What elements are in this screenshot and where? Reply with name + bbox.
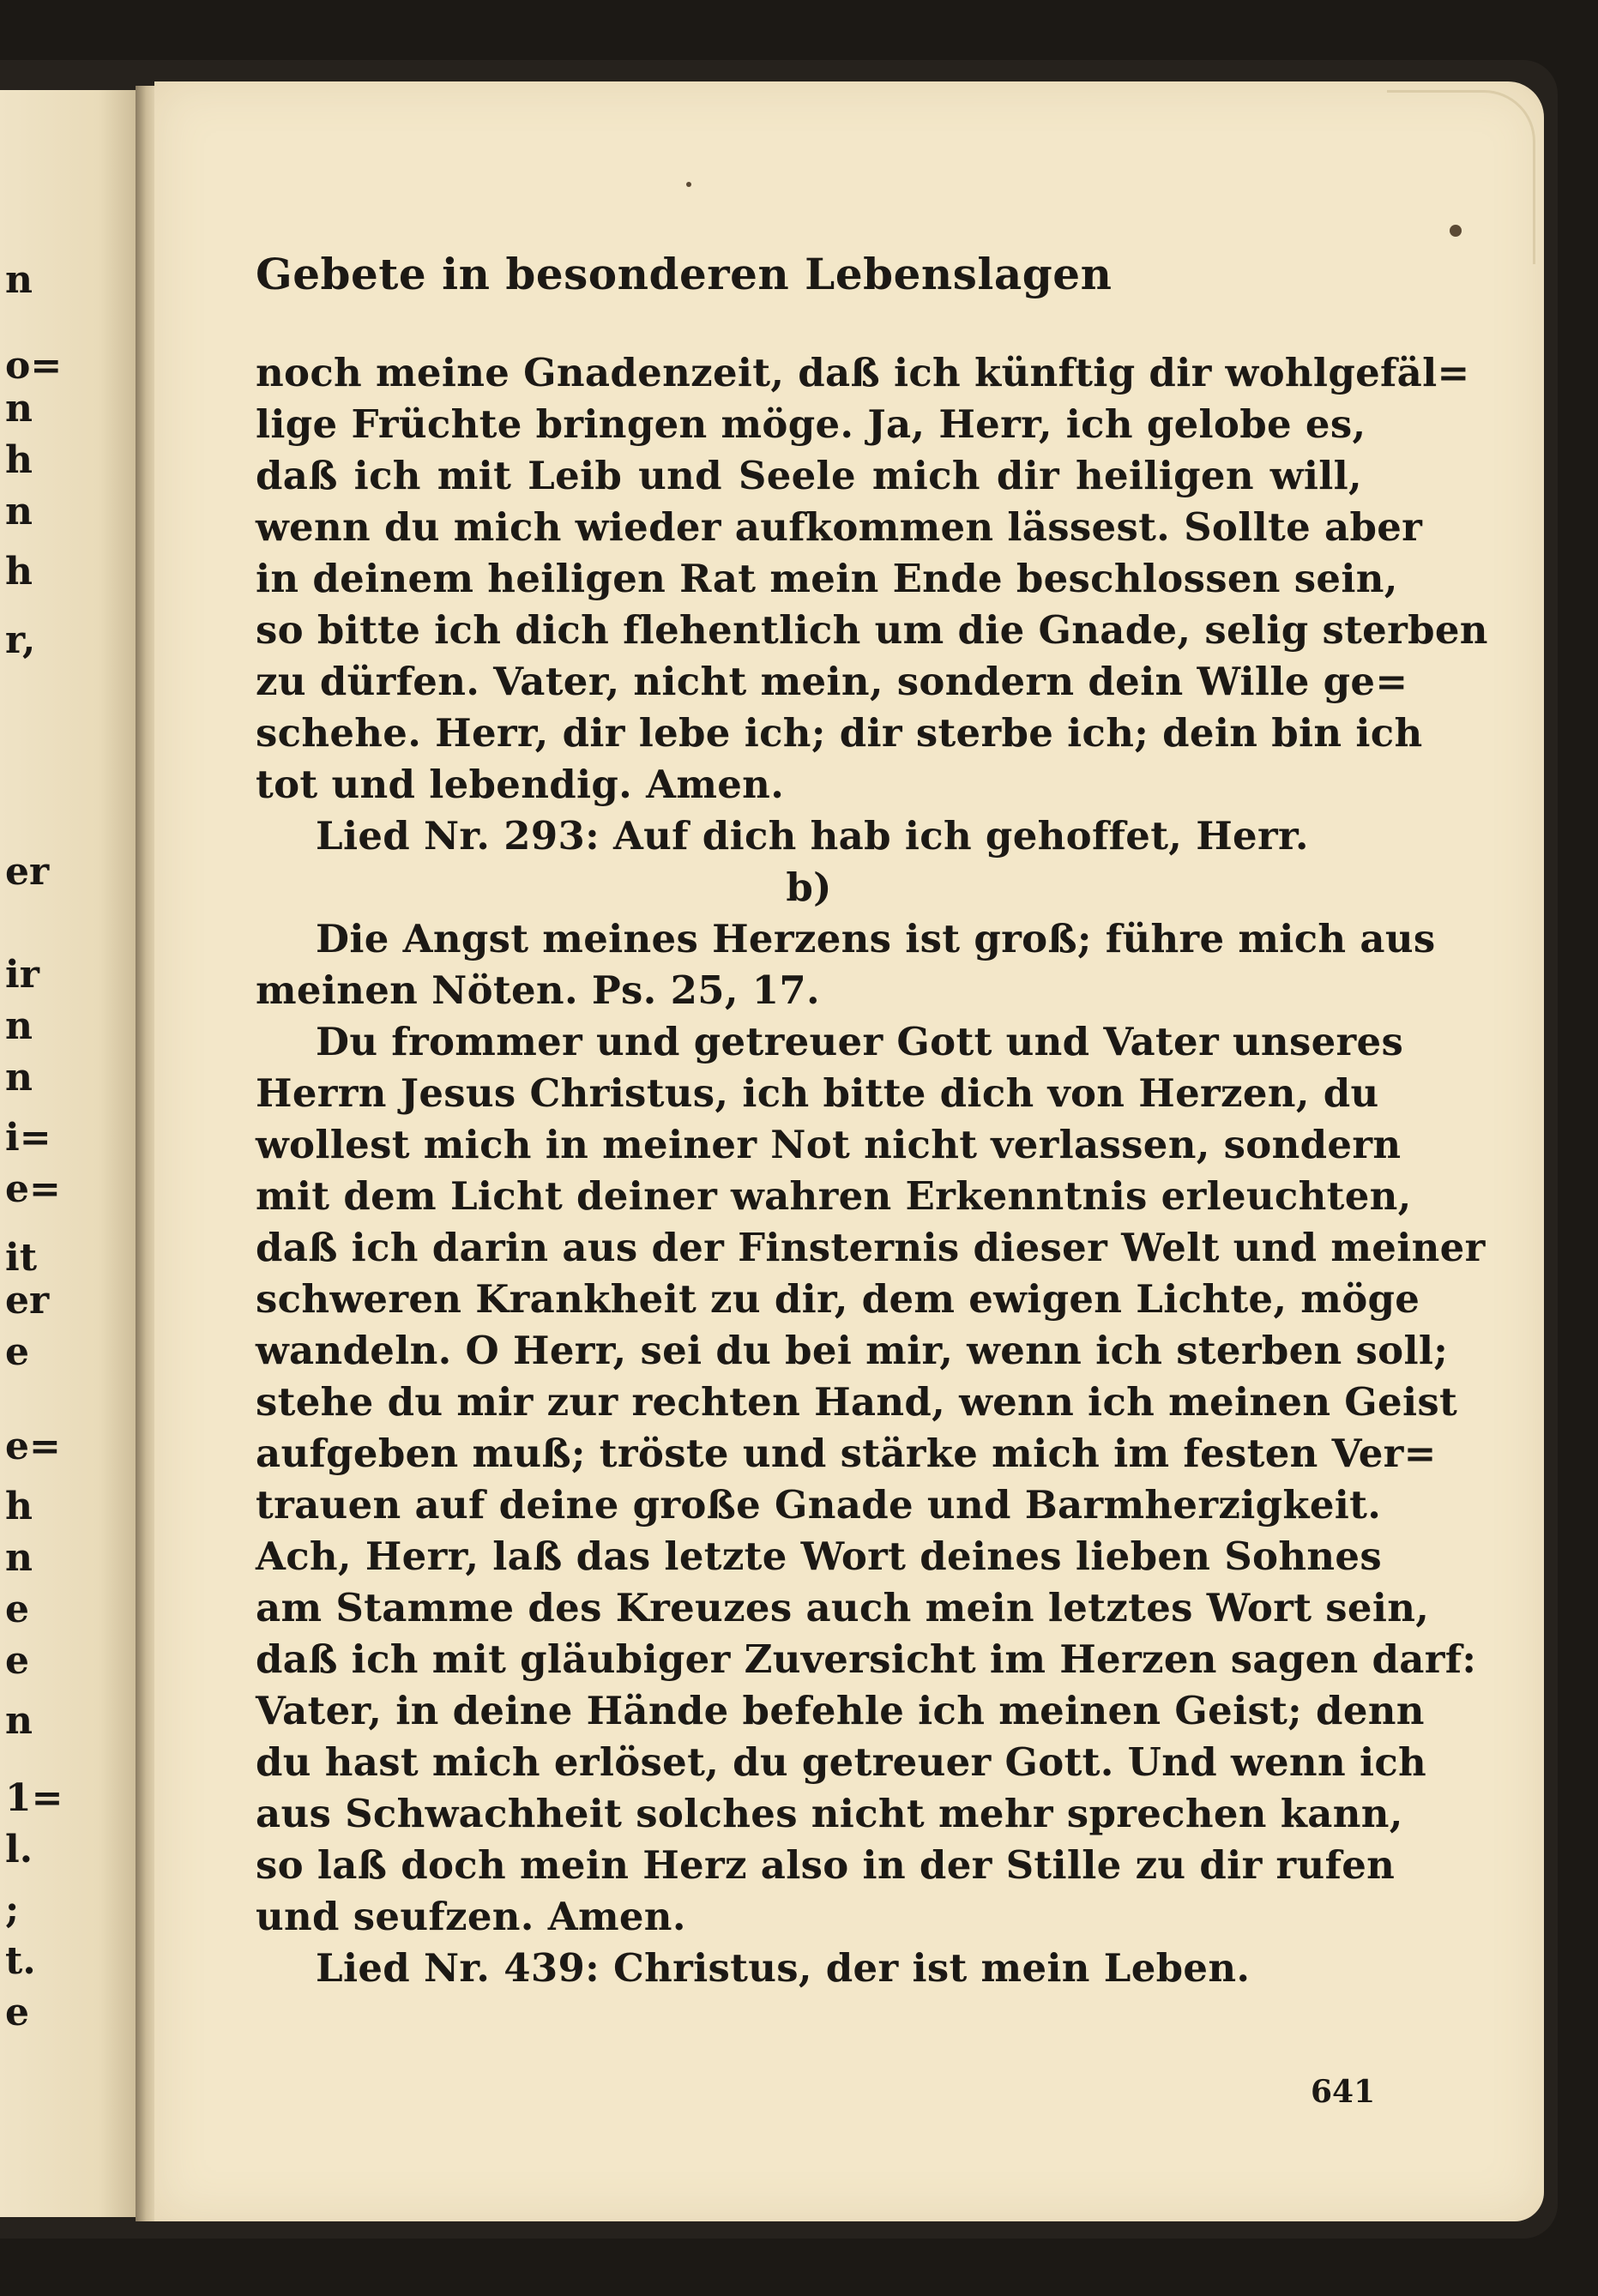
left-page-text-fragment: n [5, 1004, 33, 1048]
left-page-text-fragment: l. [5, 1828, 33, 1871]
left-page-text-fragment: h [5, 550, 33, 594]
left-page-text-fragment: n [5, 387, 33, 431]
left-page-text-fragment: er [5, 1279, 50, 1323]
text-line: lige Früchte bringen möge. Ja, Herr, ich gelobe es, [256, 401, 1366, 447]
left-page-text-fragment: h [5, 1485, 33, 1528]
text-line: Herrn Jesus Christus, ich bitte dich von Herzen, du [256, 1070, 1379, 1116]
left-page-text-fragment: er [5, 850, 50, 894]
left-page-text-fragment: n [5, 1056, 33, 1100]
left-page-text-fragment: it [5, 1236, 38, 1280]
text-line: noch meine Gnadenzeit, daß ich künftig dir wohlgefäl= [256, 350, 1470, 395]
left-page-text-fragment: ; [5, 1888, 20, 1931]
text-line: so laß doch mein Herz also in der Stille zu dir rufen [256, 1842, 1396, 1888]
text-line: Lied Nr. 439: Christus, der ist mein Leben. [316, 1945, 1251, 1991]
text-line: tot und lebendig. Amen. [256, 762, 785, 807]
left-page-text-fragment: e [5, 1639, 29, 1683]
text-line: in deinem heiligen Rat mein Ende beschlossen sein, [256, 556, 1398, 601]
text-line: meinen Nöten. Ps. 25, 17. [256, 967, 820, 1013]
text-line: aus Schwachheit solches nicht mehr sprechen kann, [256, 1791, 1403, 1836]
left-page-text-fragment: n [5, 490, 33, 533]
text-line: aufgeben muß; tröste und stärke mich im festen Ver= [256, 1431, 1437, 1476]
text-line: schweren Krankheit zu dir, dem ewigen Lichte, möge [256, 1276, 1420, 1322]
text-line: Ach, Herr, laß das letzte Wort deines lieben Sohnes [256, 1534, 1382, 1579]
page-number: 641 [1311, 2074, 1376, 2110]
left-page-text-fragment: t. [5, 1939, 36, 1983]
page-speck [686, 182, 691, 187]
left-page-text-fragment: i= [5, 1116, 51, 1160]
text-line: trauen auf deine große Gnade und Barmherzigkeit. [256, 1482, 1382, 1528]
left-page-text-fragment: o= [5, 344, 63, 388]
text-line: stehe du mir zur rechten Hand, wenn ich meinen Geist [256, 1379, 1458, 1425]
left-page-text-fragment: n [5, 1699, 33, 1743]
text-line: b) [786, 865, 832, 910]
text-line: Du frommer und getreuer Gott und Vater unseres [316, 1019, 1404, 1064]
page-speck [1450, 225, 1462, 237]
text-line: wandeln. O Herr, sei du bei mir, wenn ich sterben soll; [256, 1328, 1449, 1373]
text-line: mit dem Licht deiner wahren Erkenntnis erleuchten, [256, 1173, 1412, 1219]
text-line: so bitte ich dich flehentlich um die Gnade, selig sterben [256, 607, 1488, 653]
left-page-text-fragment: ir [5, 953, 39, 997]
left-page-text-fragment: e= [5, 1425, 61, 1468]
text-line: am Stamme des Kreuzes auch mein letztes Wort sein, [256, 1585, 1430, 1630]
text-line: Lied Nr. 293: Auf dich hab ich gehoffet, Herr. [316, 813, 1309, 859]
left-page-text-fragment: r, [5, 618, 36, 662]
text-line: daß ich mit gläubiger Zuversicht im Herzen sagen darf: [256, 1636, 1477, 1682]
text-line: daß ich darin aus der Finsternis dieser Welt und meiner [256, 1225, 1486, 1270]
left-page-text-fragment: e [5, 1330, 29, 1374]
text-line: daß ich mit Leib und Seele mich dir heiligen will, [256, 453, 1362, 498]
text-line: wollest mich in meiner Not nicht verlassen, sondern [256, 1122, 1402, 1167]
page-corner-fold [1387, 90, 1535, 264]
left-page-text-fragment: e [5, 1588, 29, 1631]
left-page-text-fragment: h [5, 438, 33, 482]
prayer-text-block [256, 347, 1488, 1994]
left-page-text-fragment: e= [5, 1167, 61, 1211]
text-line: zu dürfen. Vater, nicht mein, sondern dein Wille ge= [256, 659, 1408, 704]
text-line: Vater, in deine Hände befehle ich meinen Geist; denn [256, 1688, 1425, 1733]
left-page-text-fragment: 1= [5, 1776, 63, 1820]
left-page-text-fragment: n [5, 1536, 33, 1580]
text-line: schehe. Herr, dir lebe ich; dir sterbe ich; dein bin ich [256, 710, 1423, 756]
left-page-text-fragment: n [5, 258, 33, 302]
text-line: du hast mich erlöset, du getreuer Gott. Und wenn ich [256, 1739, 1427, 1785]
left-page-text-fragment: e [5, 1991, 29, 2034]
left-page-edge [0, 90, 142, 2217]
text-line: Die Angst meines Herzens ist groß; führe mich aus [316, 916, 1436, 961]
text-line: und seufzen. Amen. [256, 1894, 686, 1939]
text-line: wenn du mich wieder aufkommen lässest. Sollte aber [256, 504, 1423, 550]
page-header: Gebete in besonderen Lebenslagen [256, 249, 1113, 299]
